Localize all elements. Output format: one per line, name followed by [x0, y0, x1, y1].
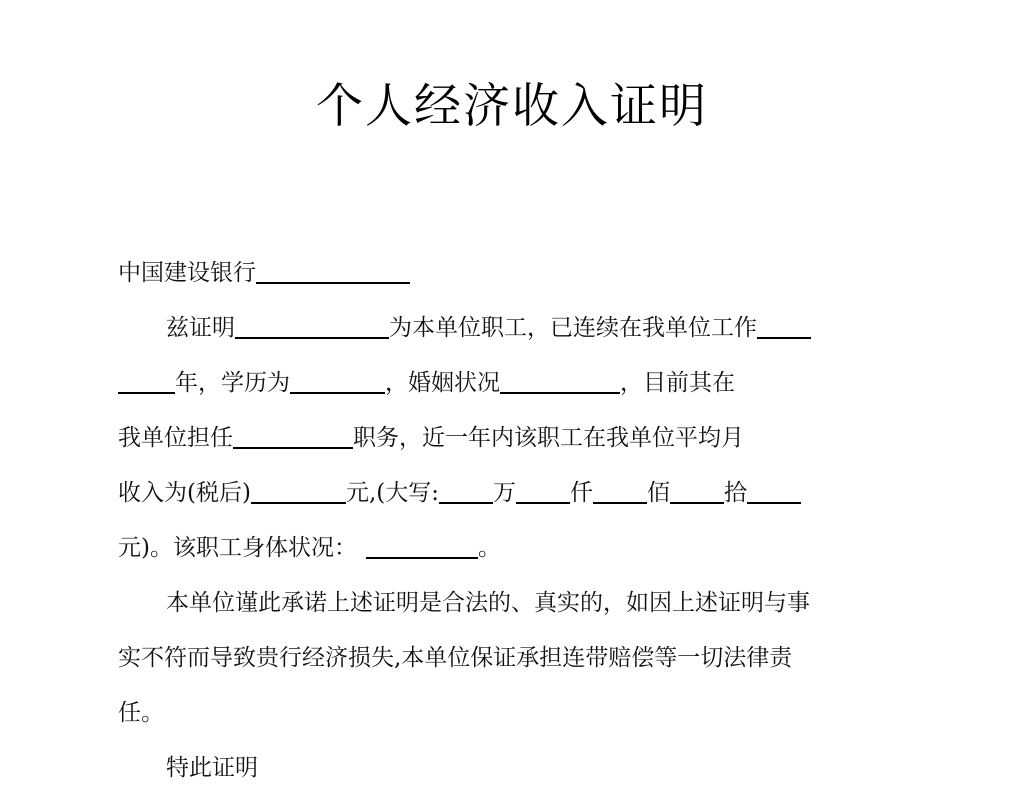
- form-line: [118, 301, 918, 356]
- fill-in-blank[interactable]: [439, 482, 493, 504]
- bank-name-label: 中国建设银行: [118, 260, 256, 286]
- line-text: 元,(大写:: [345, 480, 439, 506]
- line-text: ，婚姻状况: [385, 370, 500, 396]
- bank-branch-blank[interactable]: [256, 262, 410, 284]
- line-text: 兹证明: [166, 315, 235, 341]
- form-line: [118, 521, 918, 576]
- line-text: ，目前其在: [620, 370, 735, 396]
- line-text: 本单位谨此承诺上述证明是合法的、真实的，如因上述证明与事: [166, 590, 810, 616]
- line-text: 仟: [570, 480, 593, 506]
- line-text: 特此证明: [166, 755, 258, 781]
- addressee-line: [118, 246, 918, 301]
- fill-in-blank[interactable]: [290, 372, 385, 394]
- line-text: 收入为(税后): [118, 480, 251, 506]
- line-text: 为本单位职工，已连续在我单位工作: [389, 315, 757, 341]
- line-text: 佰: [647, 480, 670, 506]
- form-lines-container: [118, 301, 918, 796]
- line-text: 万: [493, 480, 516, 506]
- line-text: 职务，近一年内该职工在我单位平均月: [353, 425, 744, 451]
- fill-in-blank[interactable]: [233, 427, 353, 449]
- form-line: [118, 466, 918, 521]
- fill-in-blank[interactable]: [593, 482, 647, 504]
- fill-in-blank[interactable]: [757, 317, 811, 339]
- fill-in-blank[interactable]: [366, 537, 478, 559]
- line-text: 年，学历为: [175, 370, 290, 396]
- fill-in-blank[interactable]: [118, 372, 175, 394]
- fill-in-blank[interactable]: [235, 317, 389, 339]
- fill-in-blank[interactable]: [670, 482, 724, 504]
- line-text: 我单位担任: [118, 425, 233, 451]
- line-text: 任。: [118, 700, 164, 726]
- page-title: 个人经济收入证明: [316, 79, 708, 134]
- form-line: [118, 686, 918, 741]
- fill-in-blank[interactable]: [516, 482, 570, 504]
- fill-in-blank[interactable]: [500, 372, 620, 394]
- line-text: 实不符而导致贵行经济损失,本单位保证承担连带赔偿等一切法律责: [118, 645, 793, 671]
- fill-in-blank[interactable]: [747, 482, 801, 504]
- form-line: [118, 631, 918, 686]
- form-line: [118, 741, 918, 796]
- form-line: [118, 576, 918, 631]
- form-line: [118, 356, 918, 411]
- fill-in-blank[interactable]: [251, 482, 346, 504]
- line-text: 拾: [724, 480, 747, 506]
- line-text: 元)。该职工身体状况：: [118, 535, 357, 561]
- document-body: [118, 246, 918, 796]
- form-line: [118, 411, 918, 466]
- line-text: 。: [477, 535, 501, 561]
